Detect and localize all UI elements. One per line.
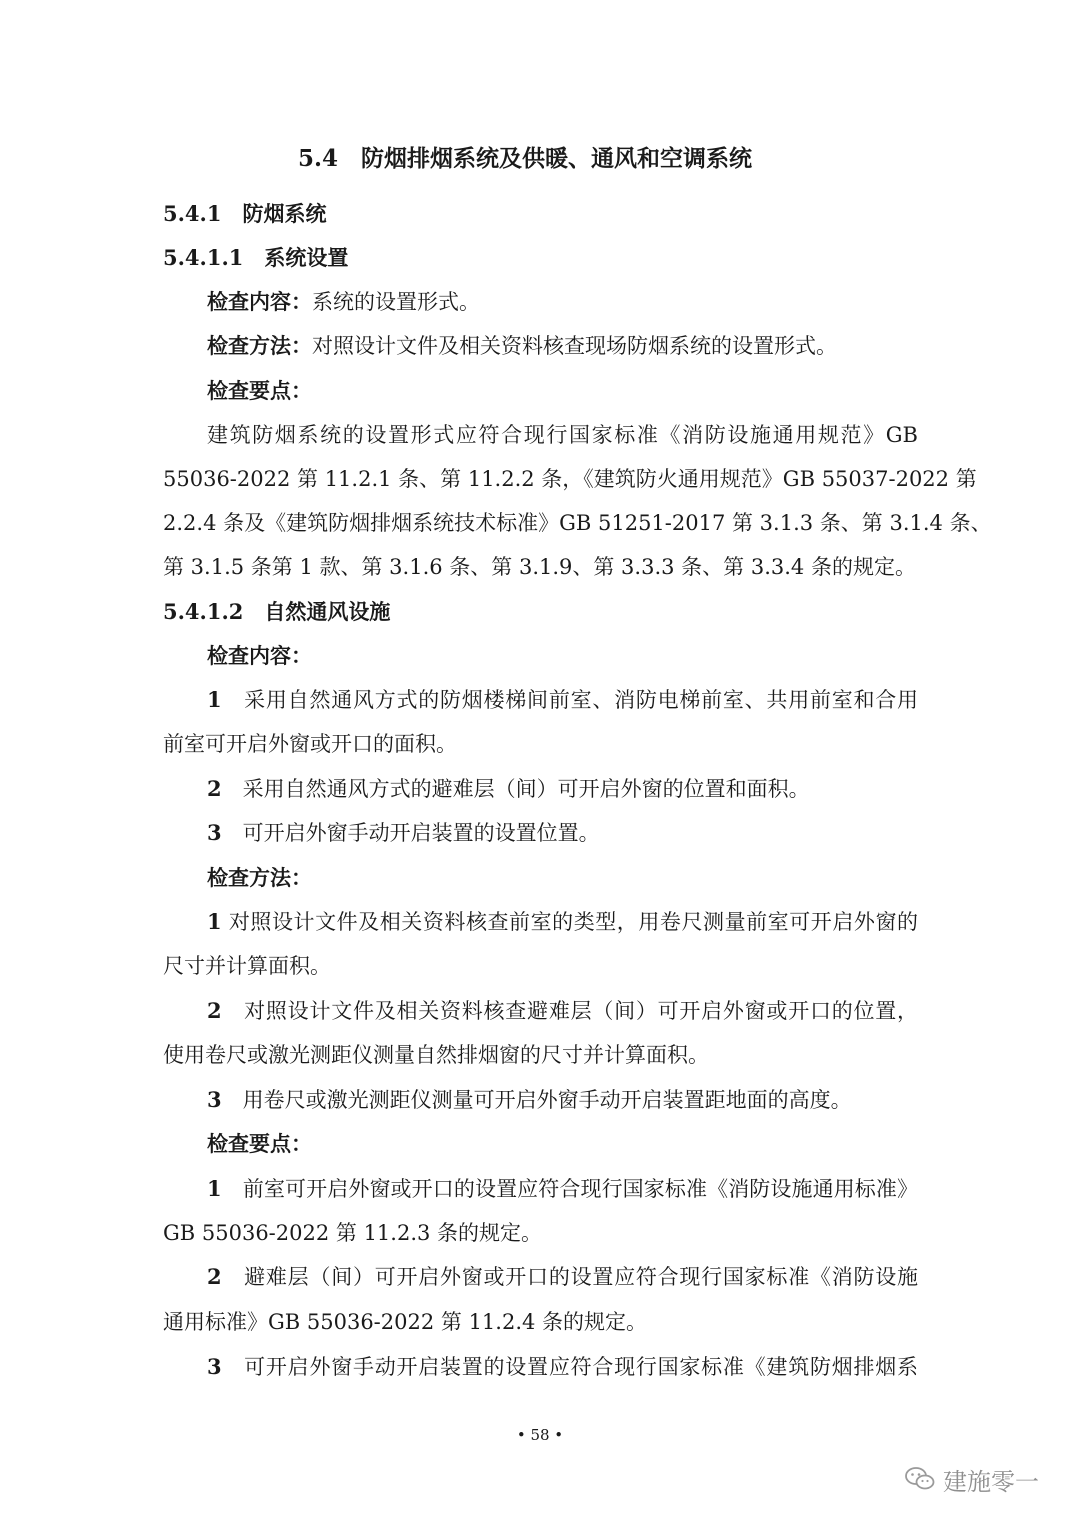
check-content-line xyxy=(207,287,480,317)
check-content-label: 检查内容： xyxy=(207,643,312,668)
list-item-text: 采用自然通风方式的避难层（间）可开启外窗的位置和面积。 xyxy=(242,777,810,801)
list-item xyxy=(207,1174,918,1204)
list-item-text: 避难层（间）可开启外窗或开口的设置应符合现行国家标准《消防设施 xyxy=(244,1265,919,1289)
item-heading-system-setup: 5.4.1.1 系统设置 xyxy=(163,245,349,270)
list-item xyxy=(207,907,918,937)
list-item-continuation: 前室可开启外窗或开口的面积。 xyxy=(163,732,457,756)
list-item-continuation: 尺寸并计算面积。 xyxy=(163,954,331,978)
list-item-number: 1 xyxy=(207,909,222,934)
list-item xyxy=(207,818,600,848)
points-paragraph-line: 建筑防烟系统的设置形式应符合现行国家标准《消防设施通用规范》GB xyxy=(207,423,918,447)
list-item-text: 用卷尺或激光测距仪测量可开启外窗手动开启装置距地面的高度。 xyxy=(242,1088,852,1112)
check-content-text: 系统的设置形式。 xyxy=(312,290,480,314)
item-heading-natural-ventilation: 5.4.1.2 自然通风设施 xyxy=(163,599,391,624)
points-paragraph-line: 2.2.4 条及《建筑防烟排烟系统技术标准》GB 51251-2017 第 3.1.3 条、第 3.1.4 条、 xyxy=(163,511,992,535)
subsection-heading: 5.4.1 防烟系统 xyxy=(163,201,327,226)
watermark xyxy=(905,1462,1039,1496)
list-item-number: 3 xyxy=(207,1087,222,1112)
list-item xyxy=(207,996,918,1026)
check-points-label: 检查要点： xyxy=(207,378,312,403)
list-item-text: 可开启外窗手动开启装置的设置位置。 xyxy=(242,821,600,845)
list-item-number: 1 xyxy=(207,687,222,712)
list-item-text: 前室可开启外窗或开口的设置应符合现行国家标准《消防设施通用标准》 xyxy=(242,1177,919,1201)
list-item-text: 对照设计文件及相关资料核查前室的类型，用卷尺测量前室可开启外窗的 xyxy=(228,910,918,934)
page-number: • 58 • xyxy=(516,1426,564,1444)
list-item xyxy=(207,1352,918,1382)
list-item-continuation: 使用卷尺或激光测距仪测量自然排烟窗的尺寸并计算面积。 xyxy=(163,1043,709,1067)
list-item-number: 3 xyxy=(207,820,222,845)
check-content-label: 检查内容： xyxy=(207,289,312,314)
list-item-text: 采用自然通风方式的防烟楼梯间前室、消防电梯前室、共用前室和合用 xyxy=(244,688,919,712)
list-item xyxy=(207,774,810,804)
list-item xyxy=(207,1262,918,1292)
points-paragraph-line: 55036-2022 第 11.2.1 条、第 11.2.2 条，《建筑防火通用规范》GB 55037-2022 第 xyxy=(163,467,977,491)
watermark-text: 建施零一 xyxy=(943,1467,1039,1496)
list-item-number: 2 xyxy=(207,776,222,801)
list-item-continuation: 通用标准》GB 55036-2022 第 11.2.4 条的规定。 xyxy=(163,1310,648,1334)
list-item-number: 2 xyxy=(207,998,222,1023)
list-item xyxy=(207,685,918,715)
check-method-label: 检查方法： xyxy=(207,865,312,890)
points-paragraph-line: 第 3.1.5 条第 1 款、第 3.1.6 条、第 3.1.9、第 3.3.3 条、第 3.3.4 条的规定。 xyxy=(163,555,916,579)
list-item xyxy=(207,1085,852,1115)
check-method-label: 检查方法： xyxy=(207,333,312,358)
list-item-text: 对照设计文件及相关资料核查避难层（间）可开启外窗或开口的位置， xyxy=(244,999,919,1023)
list-item-number: 1 xyxy=(207,1176,222,1201)
section-title: 5.4 防烟排烟系统及供暖、通风和空调系统 xyxy=(298,145,753,172)
list-item-continuation: GB 55036-2022 第 11.2.3 条的规定。 xyxy=(163,1221,543,1245)
check-method-line xyxy=(207,331,837,361)
list-item-number: 2 xyxy=(207,1264,222,1289)
list-item-number: 3 xyxy=(207,1354,222,1379)
check-points-label: 检查要点： xyxy=(207,1131,312,1156)
check-method-text: 对照设计文件及相关资料核查现场防烟系统的设置形式。 xyxy=(312,334,837,358)
list-item-text: 可开启外窗手动开启装置的设置应符合现行国家标准《建筑防烟排烟系 xyxy=(244,1355,919,1379)
wechat-icon xyxy=(905,1466,935,1492)
